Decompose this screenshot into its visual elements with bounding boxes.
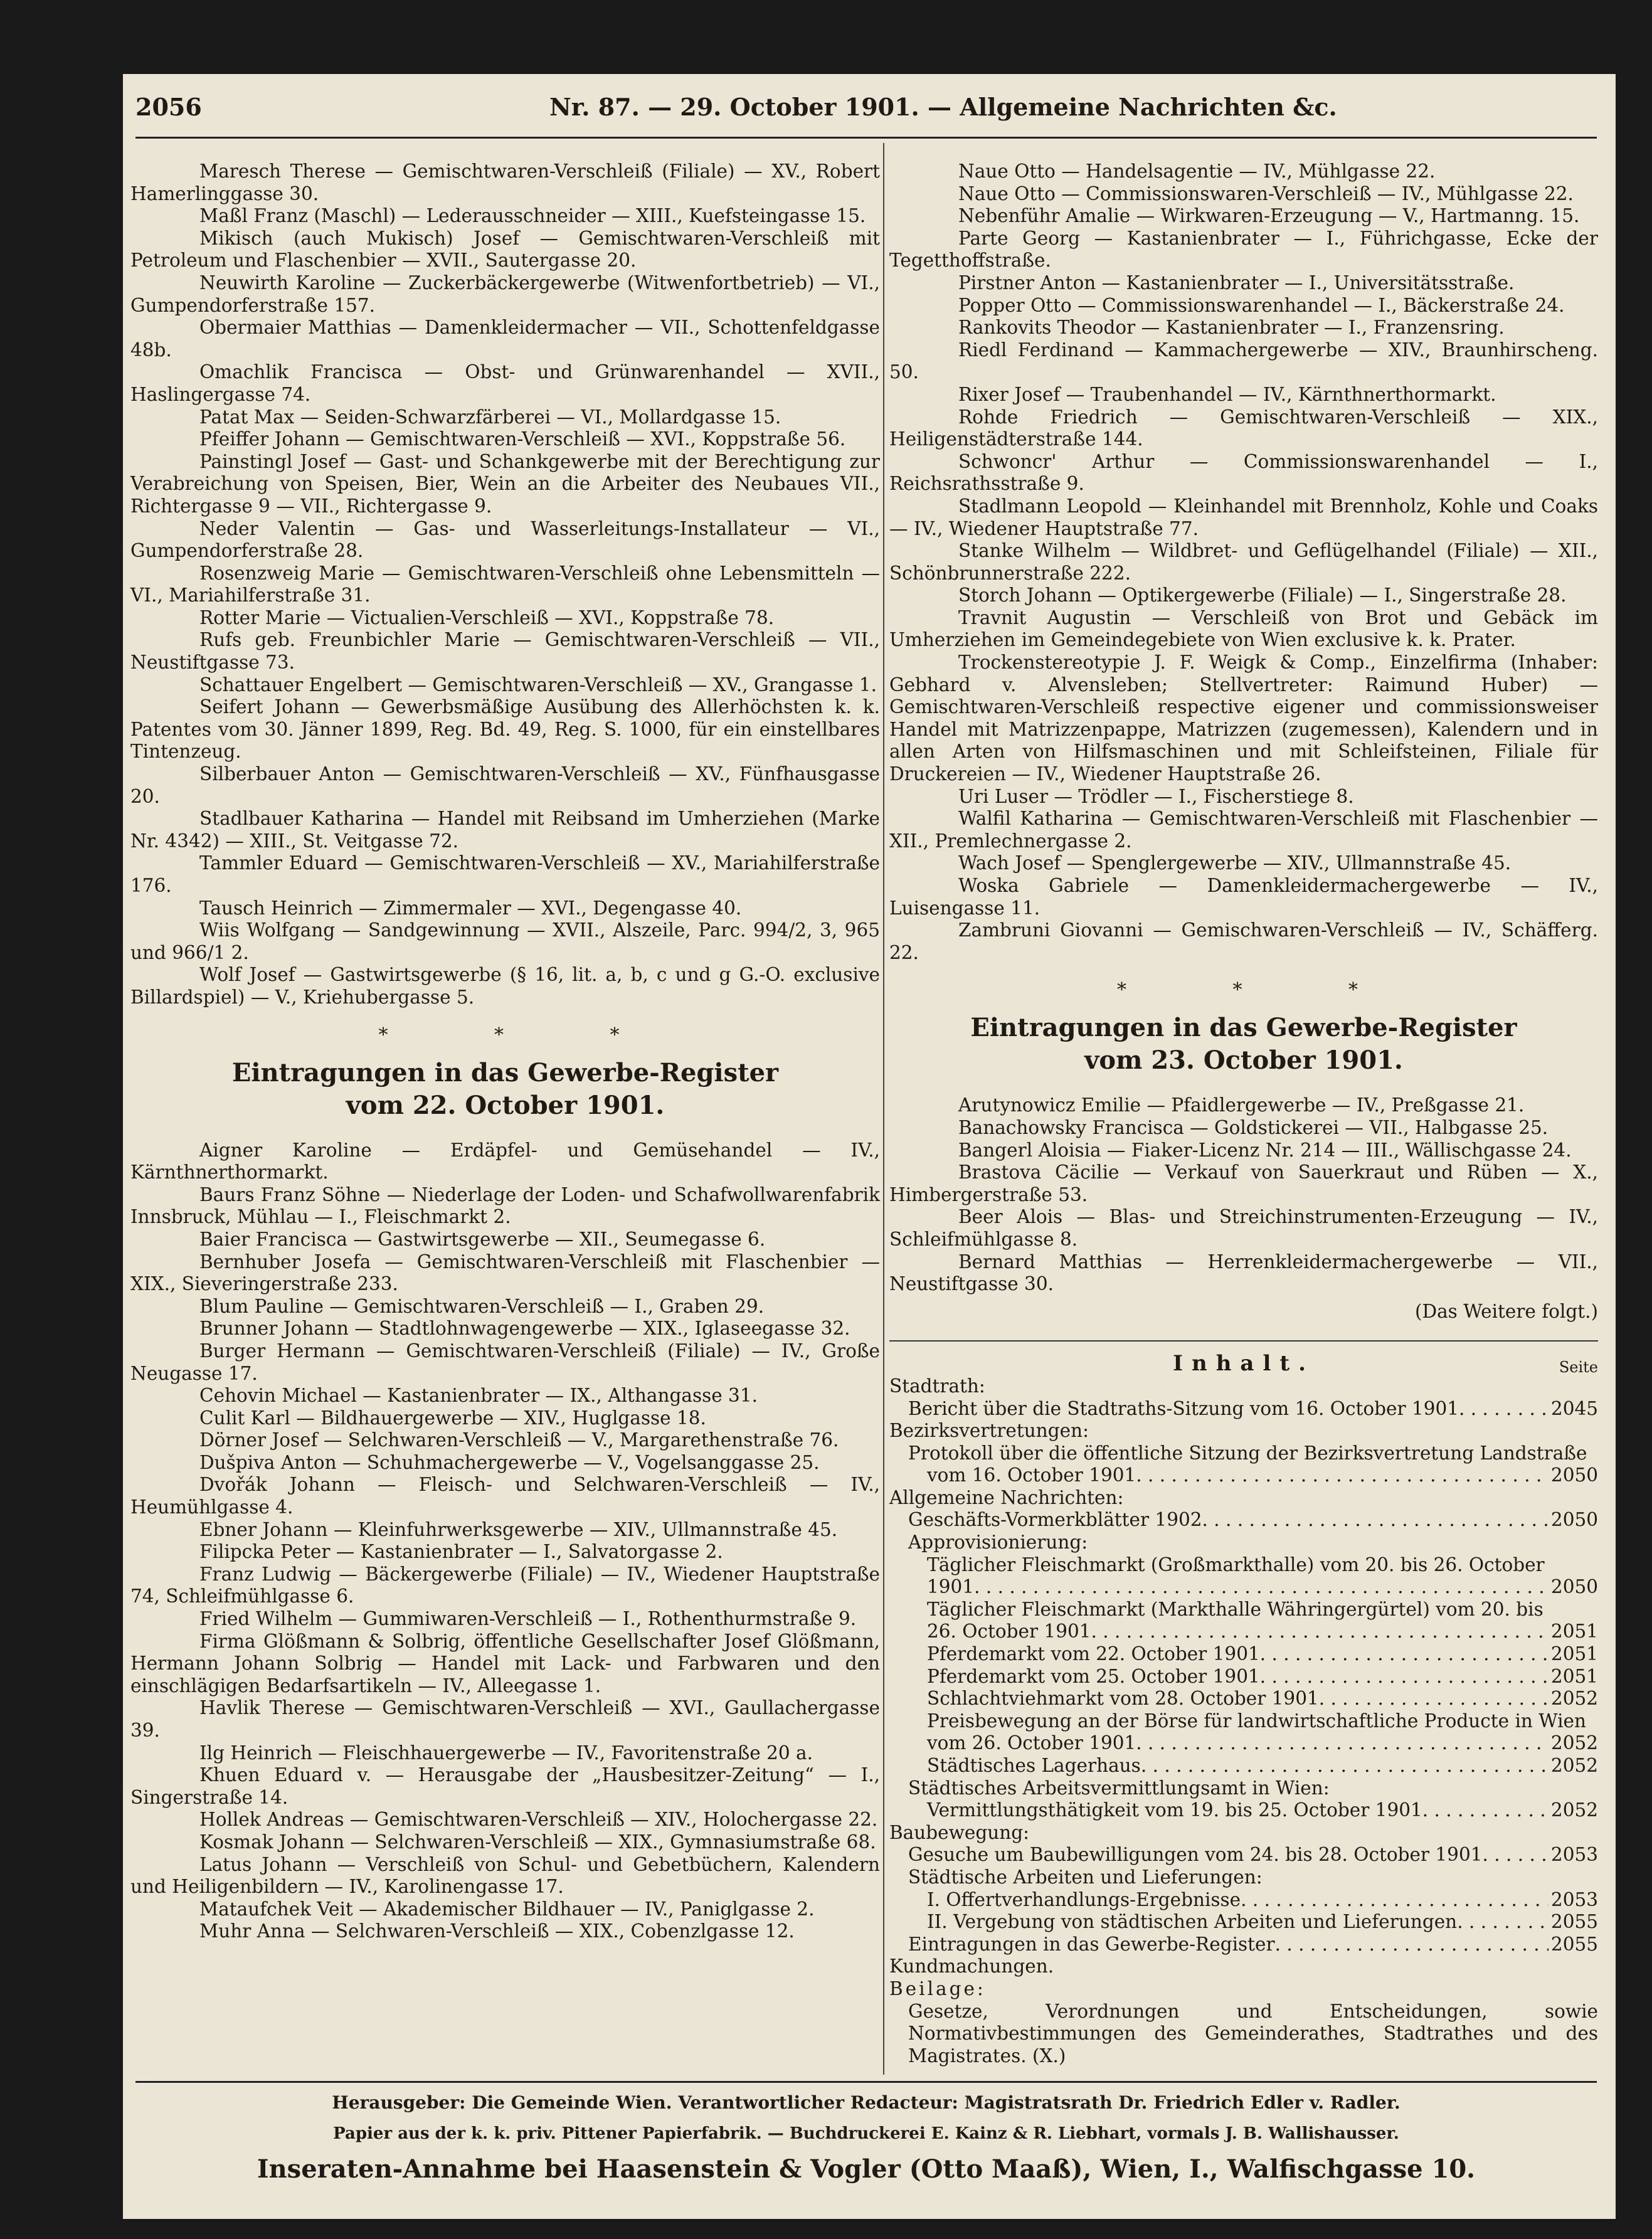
register-entry: Riedl Ferdinand — Kammachergewerbe — XIV., Braunhirscheng. 50. bbox=[889, 339, 1598, 383]
register-entry: Muhr Anna — Selchwaren-Verschleiß — XIX., Cobenzlgasse 12. bbox=[199, 1920, 795, 1942]
section-title-date: vom 22. October 1901. bbox=[346, 1090, 665, 1120]
register-entry: Tammler Eduard — Gemischtwaren-Verschleiß — XV., Mariahilferstraße 176. bbox=[130, 852, 880, 896]
section-title-line: Eintragungen in das Gewerbe-Register bbox=[231, 1057, 779, 1088]
register-entry: Omachlik Francisca — Obst- und Grünwarenhandel — XVII., Haslingergasse 74. bbox=[130, 361, 880, 405]
register-entry: Hollek Andreas — Gemischtwaren-Verschleiß — XIV., Holochergasse 22. bbox=[199, 1809, 878, 1831]
toc-row-text: 1901 bbox=[927, 1576, 975, 1598]
section-title-23-october bbox=[889, 1012, 1598, 1077]
toc-row bbox=[889, 1666, 1598, 1688]
register-entry: Baier Francisca — Gastwirtsgewerbe — XII., Seumegasse 6. bbox=[199, 1228, 766, 1250]
toc-row-page: 2052 bbox=[1550, 1799, 1598, 1821]
register-entry: Mataufchek Veit — Akademischer Bildhauer — IV., Paniglgasse 2. bbox=[199, 1898, 815, 1920]
toc-row-page: 2052 bbox=[1550, 1755, 1598, 1776]
register-entry: Travnit Augustin — Verschleiß von Brot und Gebäck im Umherziehen im Gemeindegebiete von Wien exclusive k. k. Prater. bbox=[889, 606, 1598, 651]
toc-row bbox=[889, 1643, 1598, 1666]
register-entry: Neder Valentin — Gas- und Wasserleitungs-Installateur — VI., Gumpendorferstraße 28. bbox=[130, 517, 880, 562]
register-entry: Neuwirth Karoline — Zuckerbäckergewerbe (Witwenfortbetrieb) — VI., Gumpendorferstraße 157. bbox=[130, 272, 880, 316]
toc-row-text: 26. October 1901 bbox=[927, 1621, 1091, 1643]
toc-row-page: 2052 bbox=[1550, 1732, 1598, 1754]
toc-leader-dots bbox=[1241, 1889, 1549, 1912]
register-entry: Bernard Matthias — Herrenkleidermachergewerbe — VII., Neustiftgasse 30. bbox=[889, 1251, 1598, 1295]
register-entry: Arutynowicz Emilie — Pfaidlergewerbe — IV., Preßgasse 21. bbox=[958, 1094, 1525, 1116]
register-entry: Naue Otto — Handelsagentie — IV., Mühlgasse 22. bbox=[958, 161, 1436, 182]
toc-row bbox=[889, 1889, 1598, 1912]
register-entry: Banachowsky Francisca — Goldstickerei — VII., Halbgasse 25. bbox=[958, 1116, 1549, 1138]
table-of-contents bbox=[889, 1353, 1598, 2067]
toc-category: Beilage: bbox=[889, 1977, 986, 1999]
toc-category: Stadtrath: bbox=[889, 1375, 985, 1397]
toc-row-page: 2050 bbox=[1550, 1464, 1598, 1486]
toc-row bbox=[889, 1398, 1598, 1421]
register-entry: Brastova Cäcilie — Verkauf von Sauerkraut und Rüben — X., Himbergerstraße 53. bbox=[889, 1162, 1598, 1205]
toc-subcategory: Städtisches Arbeitsvermittlungsamt in Wien: bbox=[908, 1777, 1330, 1799]
register-entry: Blum Pauline — Gemischtwaren-Verschleiß — I., Graben 29. bbox=[199, 1295, 765, 1317]
register-entry: Stadlmann Leopold — Kleinhandel mit Brennholz, Kohle und Coaks — IV., Wiedener Hauptstraße 77. bbox=[889, 495, 1598, 539]
toc-row-page: 2052 bbox=[1550, 1688, 1598, 1710]
toc-leader-dots bbox=[1260, 1643, 1549, 1666]
toc-row-text: vom 16. October 1901 bbox=[927, 1464, 1136, 1486]
register-entry: Maresch Therese — Gemischtwaren-Verschleiß (Filiale) — XV., Robert Hamerlinggasse 30. bbox=[130, 161, 880, 204]
register-entry: Silberbauer Anton — Gemischtwaren-Verschleiß — XV., Fünfhausgasse 20. bbox=[130, 763, 880, 807]
toc-row bbox=[889, 1844, 1598, 1866]
toc-row-text: Täglicher Fleischmarkt (Großmarkthalle) vom 20. bis 26. October bbox=[927, 1554, 1545, 1575]
register-entry: Dörner Josef — Selchwaren-Verschleiß — V., Margarethenstraße 76. bbox=[199, 1429, 839, 1451]
register-entry: Seifert Johann — Gewerbsmäßige Ausübung des Allerhöchsten k. k. Patentes vom 30. Jänner 1899, Reg. Bd. 49, Reg. S. 1000, für ein einstellbares Tintenzeug. bbox=[130, 696, 880, 763]
toc-row-text: Gesuche um Baubewilligungen vom 24. bis 28. October 1901 bbox=[908, 1844, 1483, 1866]
toc-row bbox=[889, 1464, 1598, 1487]
register-entry: Wolf Josef — Gastwirtsgewerbe (§ 16, lit. a, b, c und g G.-O. exclusive Billardspiel) — V., Kriehubergasse 5. bbox=[130, 964, 880, 1008]
section-divider-stars: * * * bbox=[378, 1024, 670, 1046]
register-entry: Nebenführ Amalie — Wirkwaren-Erzeugung — V., Hartmanng. 15. bbox=[958, 205, 1580, 227]
toc-row bbox=[889, 1576, 1598, 1599]
register-entry: Dušpiva Anton — Schuhmachergewerbe — V., Vogelsanggasse 25. bbox=[199, 1451, 820, 1473]
toc-row-text: Pferdemarkt vom 25. October 1901 bbox=[927, 1665, 1260, 1687]
register-entry: Burger Hermann — Gemischtwaren-Verschleiß (Filiale) — IV., Große Neugasse 17. bbox=[130, 1340, 880, 1384]
toc-leader-dots bbox=[1260, 1666, 1549, 1688]
toc-title-text: Inhalt. bbox=[1173, 1351, 1315, 1377]
header-rule bbox=[135, 137, 1597, 139]
toc-row bbox=[889, 1755, 1598, 1777]
register-entry: Culit Karl — Bildhauergewerbe — XIV., Huglgasse 18. bbox=[199, 1407, 706, 1429]
right-column bbox=[889, 161, 1598, 2067]
toc-row-page: 2053 bbox=[1550, 1844, 1598, 1866]
toc-row-page: 2050 bbox=[1550, 1576, 1598, 1598]
header-title: Nr. 87. — 29. October 1901. — Allgemeine Nachrichten &c. bbox=[549, 93, 1337, 121]
toc-row bbox=[889, 1509, 1598, 1532]
entry-list bbox=[130, 161, 880, 1009]
register-entry: Wiis Wolfgang — Sandgewinnung — XVII., Alszeile, Parc. 994/2, 3, 965 und 966/1 2. bbox=[130, 919, 880, 963]
continued-note: (Das Weitere folgt.) bbox=[1414, 1300, 1598, 1322]
toc-row-page: 2051 bbox=[1550, 1665, 1598, 1687]
toc-category: Bezirksvertretungen: bbox=[889, 1420, 1089, 1442]
toc-row-text: Eintragungen in das Gewerbe-Register bbox=[908, 1933, 1275, 1955]
imprint bbox=[135, 2092, 1597, 2184]
toc-leader-dots bbox=[1459, 1398, 1549, 1421]
toc-row-text: Täglicher Fleischmarkt (Markthalle Währingergürtel) vom 20. bis bbox=[927, 1598, 1543, 1620]
toc-row-text: Protokoll über die öffentliche Sitzung der Bezirksvertretung Landstraße bbox=[908, 1442, 1587, 1464]
toc-category: Kundmachungen. bbox=[889, 1956, 1054, 1977]
toc-row bbox=[889, 1934, 1598, 1956]
left-column bbox=[130, 161, 880, 1943]
register-entry: Bernhuber Josefa — Gemischtwaren-Verschleiß mit Flaschenbier — XIX., Sieveringerstraße 233. bbox=[130, 1251, 880, 1295]
register-entry: Mikisch (auch Mukisch) Josef — Gemischtwaren-Verschleiß mit Petroleum und Flaschenbier — XVII., Sautergasse 20. bbox=[130, 227, 880, 272]
register-entry: Parte Georg — Kastanienbrater — I., Führichgasse, Ecke der Tegetthoffstraße. bbox=[889, 227, 1598, 272]
register-entry: Rotter Marie — Victualien-Verschleiß — XVI., Koppstraße 78. bbox=[199, 606, 775, 628]
toc-row-text: Gesetze, Verordnungen und Entscheidungen, sowie Normativbestimmungen des Gemeinderathes, Stadtrathes und des Magistrates. (X.) bbox=[908, 2000, 1598, 2067]
register-entry: Patat Max — Seiden-Schwarzfärberei — VI., Mollardgasse 15. bbox=[199, 406, 781, 428]
register-entry: Franz Ludwig — Bäckergewerbe (Filiale) — IV., Wiedener Hauptstraße 74, Schleifmühlgasse 6. bbox=[130, 1563, 880, 1607]
toc-category: Baubewegung: bbox=[889, 1821, 1030, 1843]
register-entry: Rosenzweig Marie — Gemischtwaren-Verschleiß ohne Lebensmitteln — VI., Mariahilferstraße 31. bbox=[130, 562, 880, 606]
register-entry: Wach Josef — Spenglergewerbe — XIV., Ullmannstraße 45. bbox=[958, 852, 1512, 874]
register-entry: Beer Alois — Blas- und Streichinstrumenten-Erzeugung — IV., Schleifmühlgasse 8. bbox=[889, 1206, 1598, 1250]
imprint-advertising: Inseraten-Annahme bei Haasenstein & Vogler (Otto Maaß), Wien, I., Walfischgasse 10. bbox=[257, 2154, 1476, 2184]
page-header bbox=[135, 87, 1597, 137]
toc-leader-dots bbox=[974, 1576, 1549, 1599]
register-entry: Schattauer Engelbert — Gemischtwaren-Verschleiß — XV., Grangasse 1. bbox=[199, 674, 877, 696]
toc-leader-dots bbox=[1319, 1688, 1549, 1710]
register-entry: Filipcka Peter — Kastanienbrater — I., Salvatorgasse 2. bbox=[199, 1541, 723, 1563]
toc-separator bbox=[889, 1340, 1598, 1342]
register-entry: Cehovin Michael — Kastanienbrater — IX., Althangasse 31. bbox=[199, 1385, 758, 1407]
toc-row-page: 2055 bbox=[1550, 1933, 1598, 1955]
register-entry: Aigner Karoline — Erdäpfel- und Gemüsehandel — IV., Kärnthnerthormarkt. bbox=[130, 1139, 880, 1183]
section-title-22-october bbox=[130, 1057, 880, 1122]
toc-subcategory: Städtische Arbeiten und Lieferungen: bbox=[908, 1866, 1263, 1888]
toc-leader-dots bbox=[1136, 1464, 1549, 1487]
register-entry: Latus Johann — Verschleiß von Schul- und Gebetbüchern, Kalendern und Heiligenbildern — IV., Karolinengasse 17. bbox=[130, 1853, 880, 1898]
register-entry: Havlik Therese — Gemischtwaren-Verschleiß — XVI., Gaullachergasse 39. bbox=[130, 1697, 880, 1741]
toc-row-text: II. Vergebung von städtischen Arbeiten und Lieferungen bbox=[927, 1911, 1458, 1933]
toc-leader-dots bbox=[1275, 1934, 1549, 1956]
register-entry: Rixer Josef — Traubenhandel — IV., Kärnthnerthormarkt. bbox=[958, 383, 1496, 405]
toc-row-text: vom 26. October 1901 bbox=[927, 1732, 1136, 1754]
entry-list bbox=[889, 1094, 1598, 1295]
toc-title bbox=[889, 1353, 1598, 1375]
toc-row-text: Schlachtviehmarkt vom 28. October 1901 bbox=[927, 1688, 1319, 1710]
toc-row-text: Preisbewegung an der Börse für landwirtschaftliche Producte in Wien bbox=[927, 1710, 1586, 1732]
toc-leader-dots bbox=[1482, 1844, 1548, 1866]
register-entry: Popper Otto — Commissionswarenhandel — I., Bäckerstraße 24. bbox=[958, 294, 1565, 316]
register-entry: Dvořák Johann — Fleisch- und Selchwaren-Verschleiß — IV., Heumühlgasse 4. bbox=[130, 1474, 880, 1518]
toc-leader-dots bbox=[1136, 1732, 1549, 1755]
register-entry: Zambruni Giovanni — Gemischwaren-Verschleiß — IV., Schäfferg. 22. bbox=[889, 919, 1598, 963]
register-entry: Woska Gabriele — Damenkleidermachergewerbe — IV., Luisengasse 11. bbox=[889, 875, 1598, 919]
register-entry: Baurs Franz Söhne — Niederlage der Loden- und Schafwollwarenfabrik Innsbruck, Mühlau — I., Fleischmarkt 2. bbox=[130, 1183, 880, 1228]
register-entry: Stadlbauer Katharina — Handel mit Reibsand im Umherziehen (Marke Nr. 4342) — XIII., St. Veitgasse 72. bbox=[130, 808, 880, 852]
section-title-line: Eintragungen in das Gewerbe-Register bbox=[970, 1013, 1517, 1043]
register-entry: Rankovits Theodor — Kastanienbrater — I., Franzensring. bbox=[958, 317, 1505, 339]
toc-row-text: Pferdemarkt vom 22. October 1901 bbox=[927, 1643, 1260, 1665]
register-entry: Firma Glößmann & Solbrig, öffentliche Gesellschafter Josef Glößmann, Hermann Johann Solbrig — Handel mit Lack- und Farbwaren und den einschlägigen Bedarfsartikeln — IV., Alleegasse 1. bbox=[130, 1630, 880, 1696]
page-number: 2056 bbox=[135, 93, 202, 121]
toc-category: Allgemeine Nachrichten: bbox=[889, 1486, 1124, 1508]
register-entry: Pfeiffer Johann — Gemischtwaren-Verschleiß — XVI., Koppstraße 56. bbox=[199, 428, 846, 450]
register-entry: Bangerl Aloisia — Fiaker-Licenz Nr. 214 — III., Wällischgasse 24. bbox=[958, 1139, 1572, 1161]
register-entry: Brunner Johann — Stadtlohnwagengewerbe — XIX., Iglaseegasse 32. bbox=[199, 1318, 850, 1340]
register-entry: Walfil Katharina — Gemischtwaren-Verschleiß mit Flaschenbier — XII., Premlechnergasse 2. bbox=[889, 808, 1598, 852]
toc-row bbox=[889, 1799, 1598, 1822]
toc-row-text: Geschäfts-Vormerkblätter 1902 bbox=[908, 1509, 1202, 1531]
register-entry: Stanke Wilhelm — Wildbret- und Geflügelhandel (Filiale) — XII., Schönbrunnerstraße 222. bbox=[889, 540, 1598, 584]
newspaper-page bbox=[123, 74, 1616, 2219]
section-divider-stars: * * * bbox=[1116, 979, 1409, 1002]
section-title-date: vom 23. October 1901. bbox=[1084, 1045, 1403, 1076]
toc-row bbox=[889, 1688, 1598, 1710]
register-entry: Schwoncr' Arthur — Commissionswarenhandel — I., Reichsrathsstraße 9. bbox=[889, 450, 1598, 495]
register-entry: Ebner Johann — Kleinfuhrwerksgewerbe — XIV., Ullmannstraße 45. bbox=[199, 1518, 838, 1540]
toc-row-page: 2051 bbox=[1550, 1643, 1598, 1665]
register-entry: Ilg Heinrich — Fleischhauergewerbe — IV., Favoritenstraße 20 a. bbox=[199, 1742, 813, 1764]
register-entry: Tausch Heinrich — Zimmermaler — XVI., Degengasse 40. bbox=[199, 897, 742, 919]
register-entry: Kosmak Johann — Selchwaren-Verschleiß — XIX., Gymnasiumstraße 68. bbox=[199, 1831, 876, 1853]
toc-row bbox=[889, 1621, 1598, 1643]
toc-row-page: 2045 bbox=[1550, 1397, 1598, 1419]
register-entry: Rohde Friedrich — Gemischtwaren-Verschleiß — XIX., Heiligenstädterstraße 144. bbox=[889, 406, 1598, 450]
toc-leader-dots bbox=[1202, 1509, 1549, 1532]
imprint-printer: Papier aus der k. k. priv. Pittener Papierfabrik. — Buchdruckerei E. Kainz & R. Liebhart, vormals J. B. Wallishausser. bbox=[333, 2124, 1399, 2143]
toc-row bbox=[889, 1732, 1598, 1755]
toc-leader-dots bbox=[1141, 1755, 1549, 1777]
toc-leader-dots bbox=[1091, 1621, 1549, 1643]
toc-leader-dots bbox=[1457, 1911, 1549, 1934]
toc-leader-dots bbox=[1422, 1799, 1549, 1822]
register-entry: Uri Luser — Trödler — I., Fischerstiege 8. bbox=[958, 785, 1354, 807]
toc-row-page: 2053 bbox=[1550, 1888, 1598, 1910]
toc-row-page: 2051 bbox=[1550, 1621, 1598, 1643]
entry-list bbox=[130, 1140, 880, 1943]
toc-row-text: Bericht über die Stadtraths-Sitzung vom 16. October 1901 bbox=[908, 1397, 1459, 1419]
toc-page-column-label: Seite bbox=[1559, 1358, 1598, 1377]
register-entry: Maßl Franz (Maschl) — Lederausschneider — XIII., Kuefsteingasse 15. bbox=[199, 205, 866, 227]
register-entry: Obermaier Matthias — Damenkleidermacher — VII., Schottenfeldgasse 48b. bbox=[130, 317, 880, 361]
toc-subcategory: Approvisionierung: bbox=[908, 1532, 1088, 1554]
register-entry: Khuen Eduard v. — Herausgabe der „Hausbesitzer-Zeitung“ — I., Singerstraße 14. bbox=[130, 1764, 880, 1808]
toc-row bbox=[889, 1911, 1598, 1934]
entry-list bbox=[889, 161, 1598, 964]
column-divider bbox=[883, 143, 884, 2075]
register-entry: Trockenstereotypie J. F. Weigk & Comp., Einzelfirma (Inhaber: Gebhard v. Alvensleben; Stellvertreter: Raimund Huber) — Gemischtwaren-Verschleiß respective eigener und commissionsweiser Handel mit Matrizzenpappe, Matrizzen (zugemessen), Kalendern und in allen Arten von Hilfsmaschinen und mit Schleifsteinen, Filiale für Druckereien — IV., Wiedener Hauptstraße 26. bbox=[889, 652, 1598, 785]
register-entry: Naue Otto — Commissionswaren-Verschleiß — IV., Mühlgasse 22. bbox=[958, 183, 1574, 204]
imprint-publisher: Herausgeber: Die Gemeinde Wien. Verantwortlicher Redacteur: Magistratsrath Dr. Friedrich Edler v. Radler. bbox=[332, 2092, 1400, 2113]
toc-row-page: 2055 bbox=[1550, 1911, 1598, 1933]
register-entry: Fried Wilhelm — Gummiwaren-Verschleiß — I., Rothenthurmstraße 9. bbox=[199, 1608, 857, 1630]
toc-row-text: I. Offertverhandlungs-Ergebnisse bbox=[927, 1888, 1241, 1910]
register-entry: Pirstner Anton — Kastanienbrater — I., Universitätsstraße. bbox=[958, 272, 1515, 294]
toc-row-page: 2050 bbox=[1550, 1509, 1598, 1531]
toc-row-text: Städtisches Lagerhaus bbox=[927, 1755, 1141, 1776]
register-entry: Rufs geb. Freunbichler Marie — Gemischtwaren-Verschleiß — VII., Neustiftgasse 73. bbox=[130, 629, 880, 674]
register-entry: Storch Johann — Optikergewerbe (Filiale) — I., Singerstraße 28. bbox=[958, 585, 1567, 606]
footer-rule bbox=[135, 2081, 1597, 2083]
toc-row-text: Vermittlungsthätigkeit vom 19. bis 25. October 1901 bbox=[927, 1799, 1422, 1821]
register-entry: Painstingl Josef — Gast- und Schankgewerbe mit der Berechtigung zur Verabreichung von Speisen, Bier, Wein an die Arbeiter des Neubaues VII., Richtergasse 9 — VII., Richtergasse 9. bbox=[130, 450, 880, 517]
